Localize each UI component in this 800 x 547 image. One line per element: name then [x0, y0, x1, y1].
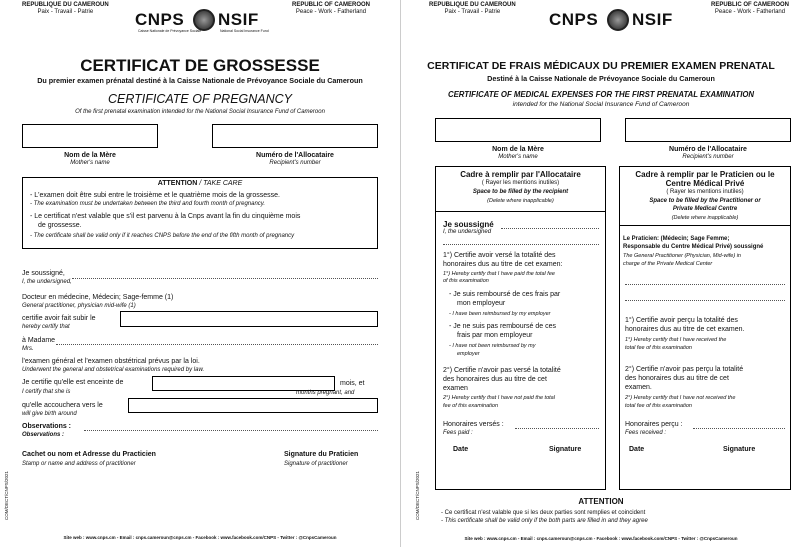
soussigne-line[interactable] [72, 278, 378, 279]
docteur-label-en: General practitioner, physician mid-wife (1) [22, 303, 136, 309]
mother-label: Nom de la Mère [492, 146, 544, 153]
header-right-line1: REPUBLIC OF CAMEROON [711, 2, 789, 8]
attention-item-2a: - Le certificat n'est valable que s'il est parvenu à la Cnps avant la fin du cinquième mois [30, 213, 301, 220]
recipient-certify-1-en-a: 1°) Hereby certify that I have paid the total fee [443, 271, 555, 277]
recipient-soussigne-en: I, the undersigned [443, 229, 492, 235]
practitioner-heading-en-2: Private Medical Centre [672, 206, 738, 212]
signature-label: Signature du Praticien [284, 451, 359, 458]
practitioner-name-line-2[interactable] [625, 300, 785, 301]
attention-item-2-en: - The certificate shall be valid only if it reaches CNPS before the end of the fifth month of pregnancy [30, 233, 295, 239]
recipient-certify-2-en-a: 2°) Hereby certify that I have not paid the total [443, 395, 555, 401]
header-right [711, 2, 789, 16]
practitioner-heading: Cadre à remplir par le Praticien ou le [635, 170, 775, 179]
attention-item-2b: de grossesse. [38, 222, 82, 229]
cachet-label-en: Stamp or name and address of practitioner [22, 461, 136, 467]
exam-subject-input[interactable] [120, 311, 378, 327]
header-left-line1: REPUBLIQUE DU CAMEROUN [429, 2, 516, 8]
accouchera-label-en: will give birth around [22, 411, 77, 417]
practitioner-certify-2-en-a: 2°) Hereby certify that I have not received the [625, 395, 736, 401]
cachet-label: Cachet ou nom et Adresse du Practicien [22, 451, 156, 458]
attention-heading [22, 180, 378, 187]
practitioner-label-en-b: charge of the Private Medical Center [623, 261, 713, 267]
cnps-seal-icon [607, 9, 629, 31]
recipient-heading-note-en: (Delete where inapplicable) [487, 198, 554, 204]
recipient-date-label: Date [453, 446, 469, 453]
practitioner-heading-note-en: (Delete where inapplicable) [671, 215, 739, 221]
page-subtitle-en: intended for the National Social Insurance Fund of Cameroon [512, 101, 690, 108]
recipient-reimbursed-en: - I have been reimbursed by my employer [449, 311, 551, 317]
header-right-line1: REPUBLIC OF CAMEROON [292, 2, 370, 8]
enceinte-label-en: I certify that she is [22, 389, 71, 395]
recipient-name-line[interactable] [443, 244, 599, 245]
recipient-soussigne-line[interactable] [501, 228, 599, 229]
madame-label-en: Mrs. [22, 346, 34, 352]
recipient-label: Numéro de l'Allocataire [669, 146, 747, 153]
practitioner-heading-en: Space to be filled by the Practitioner or [649, 198, 761, 204]
recipient-not-reimbursed-a[interactable]: - Je ne suis pas remboursé de ces [449, 323, 556, 330]
practitioner-certify-2b: des honoraires dus au titre de cet [625, 375, 729, 382]
practitioner-label-en-a: The General Practitioner (Physician, Mid-wife) in [623, 253, 741, 259]
practitioner-certify-1-en-b: total fee of this examination [625, 345, 692, 351]
recipient-heading: Cadre à remplir par l'Allocataire [460, 170, 581, 179]
side-code: COM/DECT/CNPS/2021 [4, 470, 9, 520]
attention-title-en: / TAKE CARE [199, 180, 243, 187]
recipient-certify-2-en-b: fee of this examination [443, 403, 499, 409]
practitioner-fees-line[interactable] [693, 428, 785, 429]
practitioner-certify-1a: 1°) Certifie avoir perçu la totalité des [625, 317, 738, 324]
recipient-heading-note: ( Rayer les mentions inutiles) [481, 180, 560, 186]
attention-note-en: - This certificate shall be valid only if the both parts are filled in and they agree [441, 518, 648, 524]
mother-label-en: Mother's name [498, 154, 538, 160]
footer-contacts: Site web : www.cnps.cm - Email : cnps.cameroun@cnps.cm - Facebook : www.facebook.com/CNPS - Twitter : @CnpsCameroun [464, 536, 738, 541]
recipient-label: Numéro de l'Allocataire [256, 152, 334, 159]
header-right-line2: Peace - Work - Fatherland [714, 9, 786, 15]
logo-nsif: NSIF [218, 10, 259, 29]
pregnancy-months-input[interactable] [152, 376, 335, 391]
observations-label: Observations : [22, 423, 72, 430]
recipient-certify-1b: honoraires dus au titre de cet examen: [443, 261, 563, 268]
signature-label-en: Signature of practitioner [284, 461, 348, 467]
footer-contacts: Site web : www.cnps.cm - Email : cnps.cameroun@cnps.cm - Facebook : www.facebook.com/CNPS - Twitter : @CnpsCameroun [63, 535, 337, 540]
page-subtitle: Destiné à la Caisse Nationale de Prévoyance Sociale du Cameroun [487, 74, 715, 83]
recipient-fees-label: Honoraires versés : [443, 421, 504, 428]
certifie-label: certifie avoir fait subir le [22, 315, 96, 322]
examen-label-en: Underwent the general and obstetrical examinations required by law. [22, 367, 205, 373]
practitioner-certify-1b: honoraires dus au titre de cet examen. [625, 326, 745, 333]
recipient-certify-2b: des honoraires dus au titre de cet [443, 376, 547, 383]
delivery-date-input[interactable] [128, 398, 378, 413]
header-left [429, 2, 516, 16]
cnps-seal-icon [193, 9, 215, 31]
mother-name-input[interactable] [22, 124, 158, 148]
mois-label-en: months pregnant, and [296, 390, 355, 396]
recipient-not-reimbursed-en-a: - I have not been reimbursed by my [449, 343, 536, 349]
recipient-certify-2a: 2°) Certifie n'avoir pas versé la totalité [443, 367, 561, 374]
mois-label: mois, et [340, 380, 365, 387]
header-left-line1: REPUBLIQUE DU CAMEROUN [22, 2, 109, 8]
recipient-soussigne: Je soussigné [443, 220, 494, 229]
side-code: COM/DECT/CNPS/2021 [415, 470, 420, 520]
recipient-not-reimbursed-b: frais par mon employeur [457, 332, 533, 339]
practitioner-certify-2-en-b: total fee of this examination [625, 403, 692, 409]
certifie-label-en: hereby certify that [22, 324, 70, 330]
recipient-fees-line[interactable] [515, 428, 599, 429]
practitioner-heading-2: Centre Médical Privé [665, 179, 745, 188]
practitioner-signature-label: Signature [723, 446, 756, 453]
recipient-fees-label-en: Fees paid : [443, 430, 473, 436]
mother-label-en: Mother's name [70, 160, 110, 166]
attention-item-1-en: - The examination must be undertaken between the third and fourth month of pregnancy. [30, 201, 266, 207]
attention-title: ATTENTION [578, 497, 624, 506]
recipient-number-input[interactable] [625, 118, 791, 142]
recipient-certify-1-en-b: of this examination [443, 278, 489, 284]
logo-cnps: CNPS [135, 10, 185, 29]
practitioner-fees-label-en: Fees received : [625, 430, 667, 436]
practitioner-label-2: Responsable du Centre Médical Privé) soussigné [623, 244, 764, 250]
soussigne-label: Je soussigné, [22, 270, 65, 277]
madame-label: à Madame [22, 337, 56, 344]
practitioner-certify-2c: examen. [625, 384, 652, 391]
page-title-en: CERTIFICATE OF PREGNANCY [107, 92, 293, 106]
practitioner-certify-1-en-a: 1°) Hereby certify that I have received the [625, 337, 727, 343]
recipient-reimbursed-b: mon employeur [457, 300, 506, 307]
madame-line[interactable] [56, 344, 378, 345]
recipient-not-reimbursed-en-b: employer [457, 351, 480, 357]
recipient-heading-en: Space to be filled by the recipient [472, 189, 569, 195]
observations-line[interactable] [84, 430, 378, 431]
recipient-certify-1a: 1°) Certifie avoir versé la totalité des [443, 252, 556, 259]
docteur-label: Docteur en médecine, Médecin; Sage-femme (1) [22, 294, 174, 301]
medical-expenses-certificate-page [400, 0, 800, 547]
accouchera-label: qu'elle accouchera vers le [22, 402, 103, 409]
recipient-label-en: Recipient's number [269, 160, 321, 166]
page-title: CERTIFICAT DE FRAIS MÉDICAUX DU PREMIER EXAMEN PRENATAL [427, 60, 775, 72]
recipient-reimbursed-a[interactable]: - Je suis remboursé de ces frais par [449, 291, 561, 298]
logo-sub-right: National Social Insurance Fund [220, 29, 269, 33]
practitioner-fees-label: Honoraires perçu : [625, 421, 683, 428]
logo-cnps: CNPS [549, 10, 599, 29]
attention-title: ATTENTION [157, 180, 198, 187]
recipient-certify-2c: examen [443, 385, 468, 392]
recipient-signature-label: Signature [549, 446, 582, 453]
page-subtitle-en: Of the first prenatal examination intended for the National Social Insurance Fund of Cameroon [75, 109, 325, 115]
practitioner-heading-note: ( Rayer les mentions inutiles) [666, 189, 744, 195]
logo-nsif: NSIF [632, 10, 673, 29]
practitioner-name-line-1[interactable] [625, 284, 785, 285]
header-right-line2: Peace - Work - Fatherland [295, 9, 367, 15]
mother-label: Nom de la Mère [64, 152, 116, 159]
mother-name-input[interactable] [435, 118, 601, 142]
header-right [292, 2, 370, 16]
page-title-en: CERTIFICATE OF MEDICAL EXPENSES FOR THE FIRST PRENATAL EXAMINATION [447, 90, 755, 99]
practitioner-date-label: Date [629, 446, 645, 453]
recipient-label-en: Recipient's number [682, 154, 734, 160]
header-left [22, 2, 109, 16]
logo-sub-left: Caisse Nationale de Prévoyance Sociale [138, 29, 202, 33]
practitioner-label-1: Le Praticien: (Médecin; Sage Femme; [623, 236, 730, 242]
recipient-number-input[interactable] [212, 124, 378, 148]
soussigne-label-en: I, the undersigned, [22, 279, 72, 285]
observations-label-en: Observations : [22, 432, 65, 438]
practitioner-certify-2a: 2°) Certifie n'avoir pas perçu la totalité [625, 366, 744, 373]
attention-item-1: - L'examen doit être subi entre le troisième et le quatrième mois de la grossesse. [30, 192, 280, 199]
examen-label: l'examen général et l'examen obstétrical prévus par la loi. [22, 358, 200, 365]
header-left-line2: Paix - Travail - Patrie [37, 9, 94, 15]
page-title: CERTIFICAT DE GROSSESSE [80, 56, 320, 75]
enceinte-label: Je certifie qu'elle est enceinte de [22, 379, 124, 386]
attention-note: - Ce certificat n'est valable que si les deux parties sont remplies et coincident [441, 510, 646, 516]
header-left-line2: Paix - Travail - Patrie [444, 9, 501, 15]
page-subtitle: Du premier examen prénatal destiné à la Caisse Nationale de Prévoyance Sociale du Cameroun [37, 76, 363, 85]
